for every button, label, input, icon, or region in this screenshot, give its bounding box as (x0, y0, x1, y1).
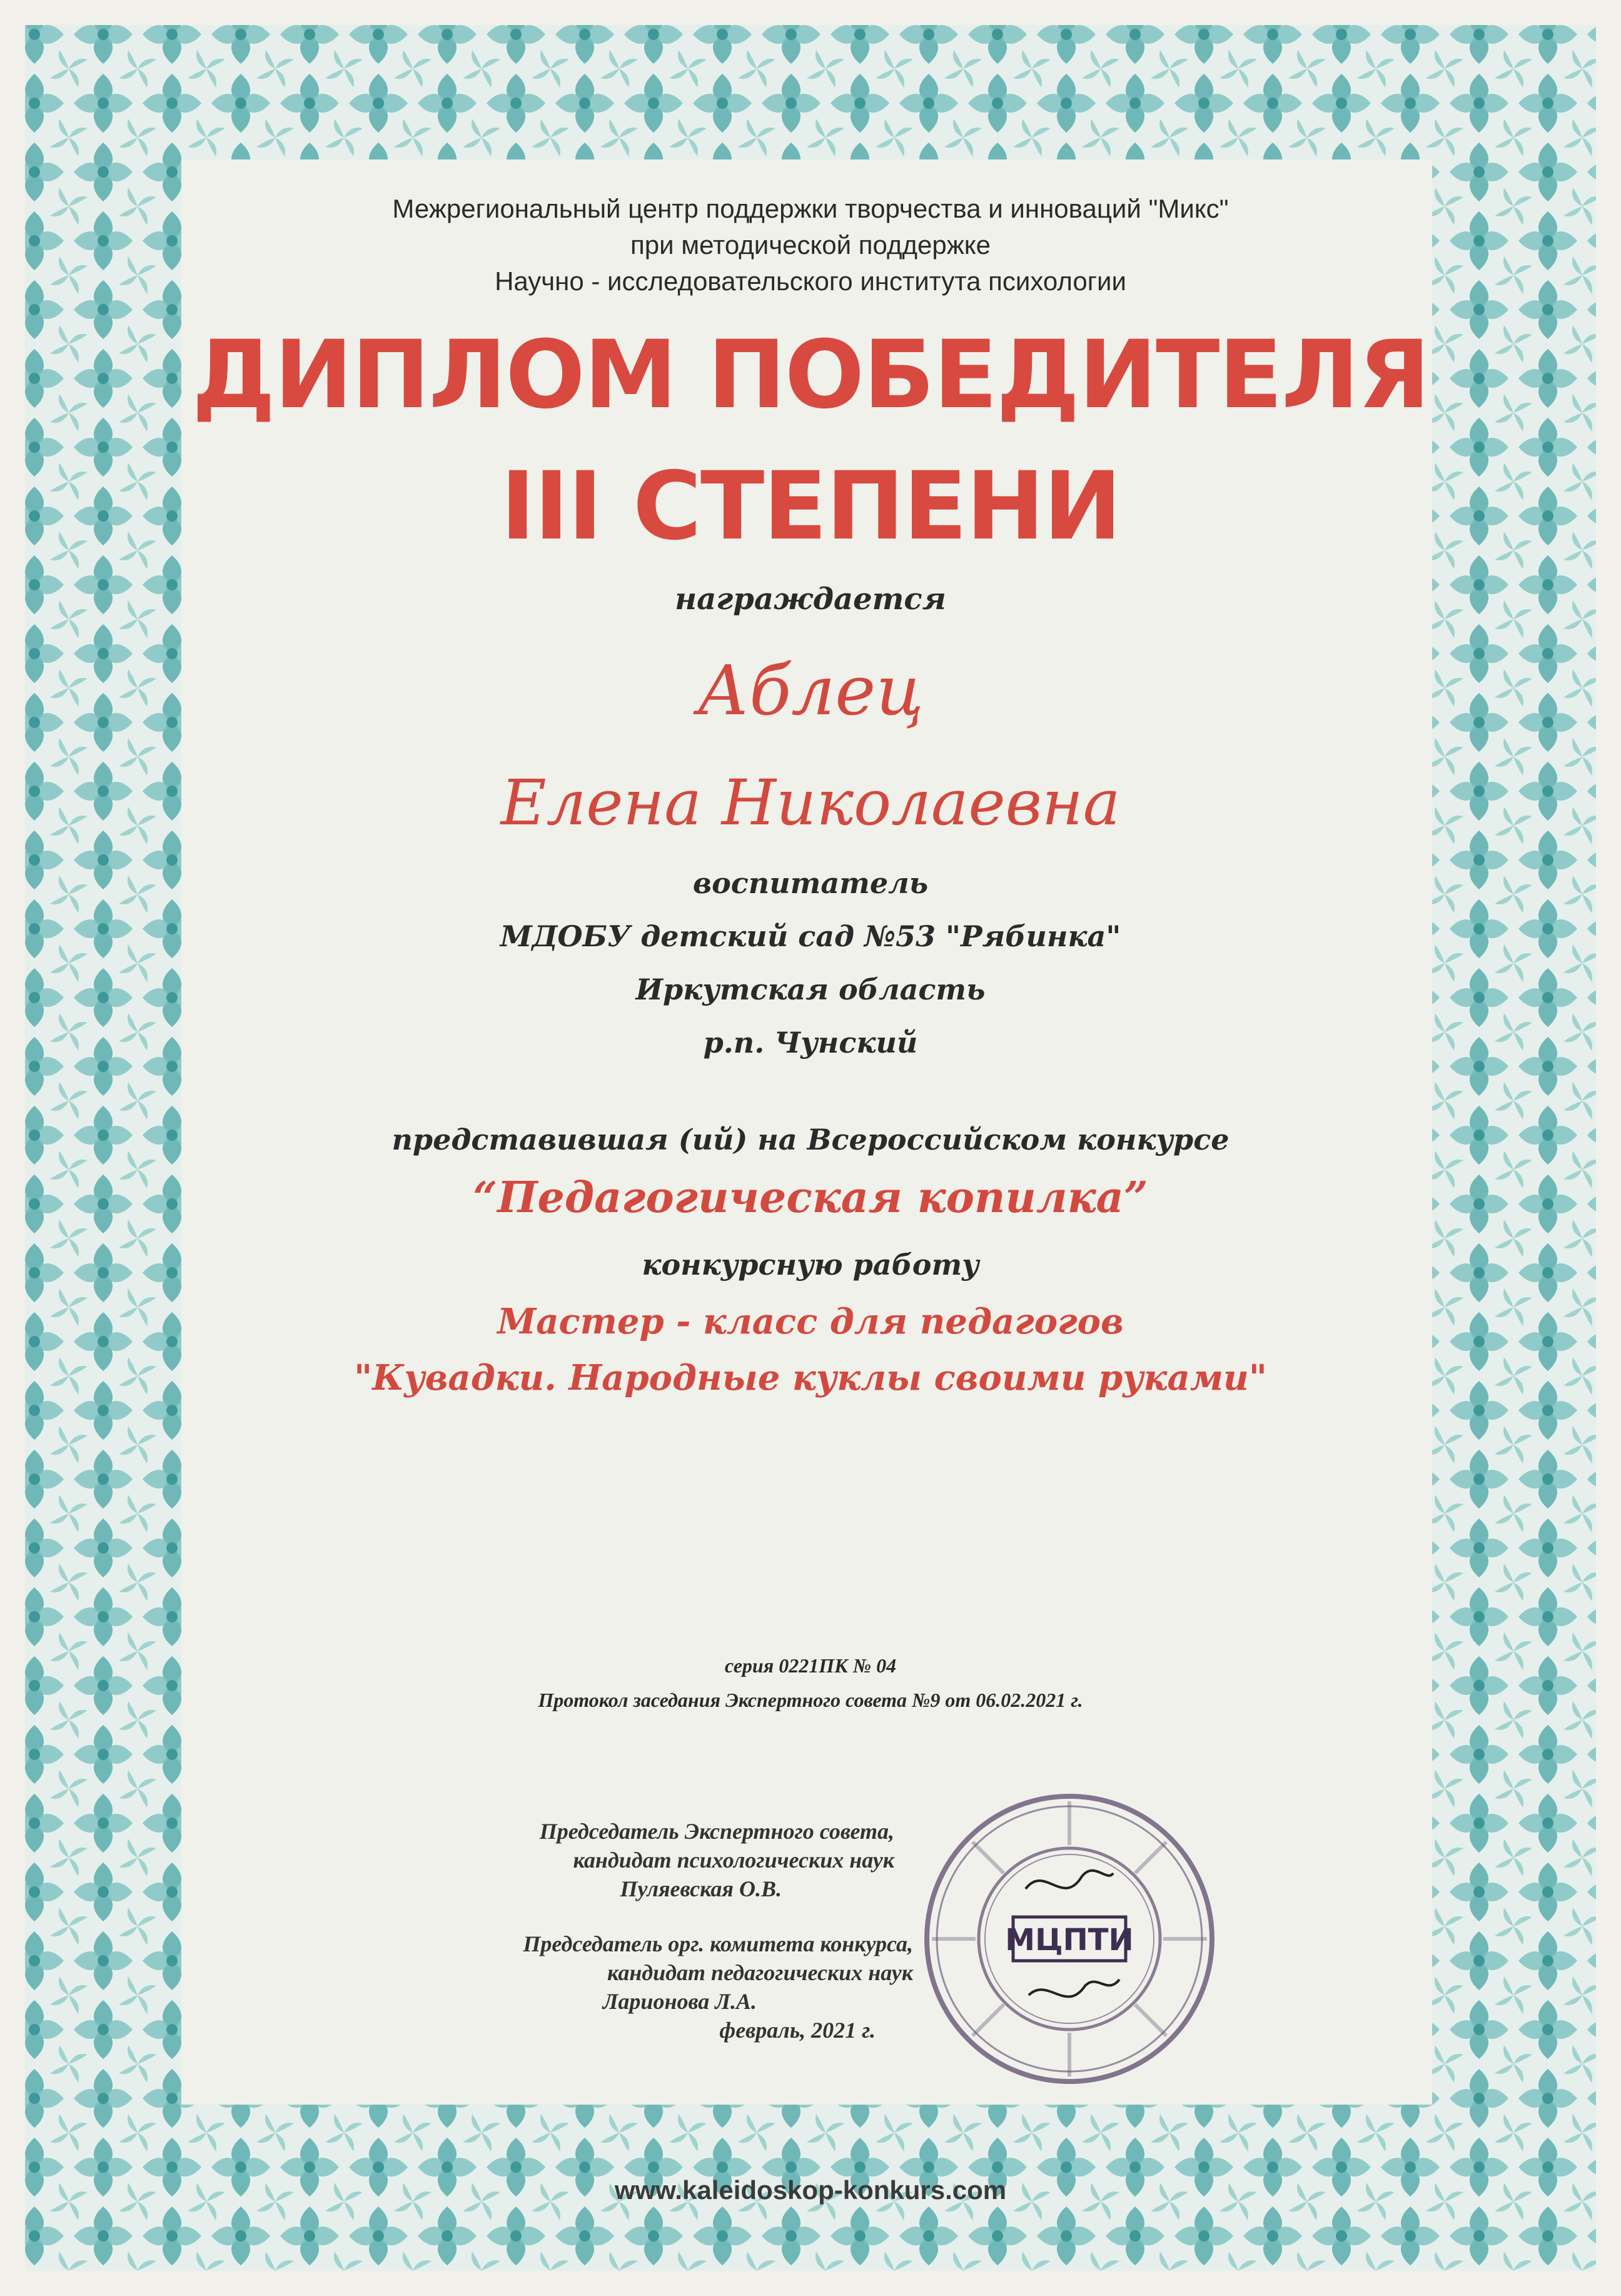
contest-work-label: конкурсную работу (642, 1248, 979, 1282)
expert-chair-degree: кандидат психологических наук (573, 1848, 894, 1873)
awarded-label: награждается (675, 582, 946, 617)
diploma-title-line-2: III СТЕПЕНИ (500, 452, 1121, 561)
seal-center-text: МЦПТИ (1005, 1923, 1134, 1958)
recipient-position: воспитатель (692, 866, 929, 900)
footer-website: www.kaleidoskop-konkurs.com (614, 2175, 1007, 2205)
org-chair-title: Председатель орг. комитета конкурса, (523, 1931, 913, 1956)
recipient-given-names: Елена Николаевна (500, 766, 1121, 839)
signature-date: февраль, 2021 г. (719, 2018, 876, 2043)
signature-block-org (281, 1929, 913, 2045)
contest-name: “Педагогическая копилка” (473, 1173, 1148, 1223)
contest-work-line-2: "Кувадки. Народные куклы своими руками" (354, 1357, 1267, 1398)
organization-line-1: Межрегиональный центр поддержки творчества и инноваций "Микс" (392, 194, 1229, 223)
org-chair-name: Ларионова Л.А. (602, 1989, 757, 2014)
official-seal (919, 1789, 1220, 2089)
organization-line-2: при методической поддержке (630, 230, 991, 260)
recipient-locality: р.п. Чунский (703, 1026, 918, 1059)
organization-line-3: Научно - исследовательского института психологии (495, 266, 1126, 296)
recipient-surname: Аблец (697, 650, 924, 731)
expert-chair-name: Пуляевская О.В. (620, 1876, 782, 1901)
signature-block-expert (313, 1817, 894, 1903)
contest-work-line-1: Мастер - класс для педагогов (497, 1301, 1124, 1342)
series-number: серия 0221ПК № 04 (724, 1654, 897, 1677)
diploma-title-line-1: ДИПЛОМ ПОБЕДИТЕЛЯ (191, 321, 1430, 430)
recipient-region: Иркутская область (635, 973, 986, 1006)
contest-intro: представившая (ий) на Всероссийском конкурсе (391, 1123, 1230, 1156)
expert-chair-title: Председатель Экспертного совета, (539, 1819, 894, 1844)
recipient-institution: МДОБУ детский сад №53 "Рябинка" (500, 919, 1121, 953)
org-chair-degree: кандидат педагогических наук (607, 1960, 913, 1985)
protocol-text: Протокол заседания Экспертного совета №9 от 06.02.2021 г. (538, 1689, 1083, 1711)
